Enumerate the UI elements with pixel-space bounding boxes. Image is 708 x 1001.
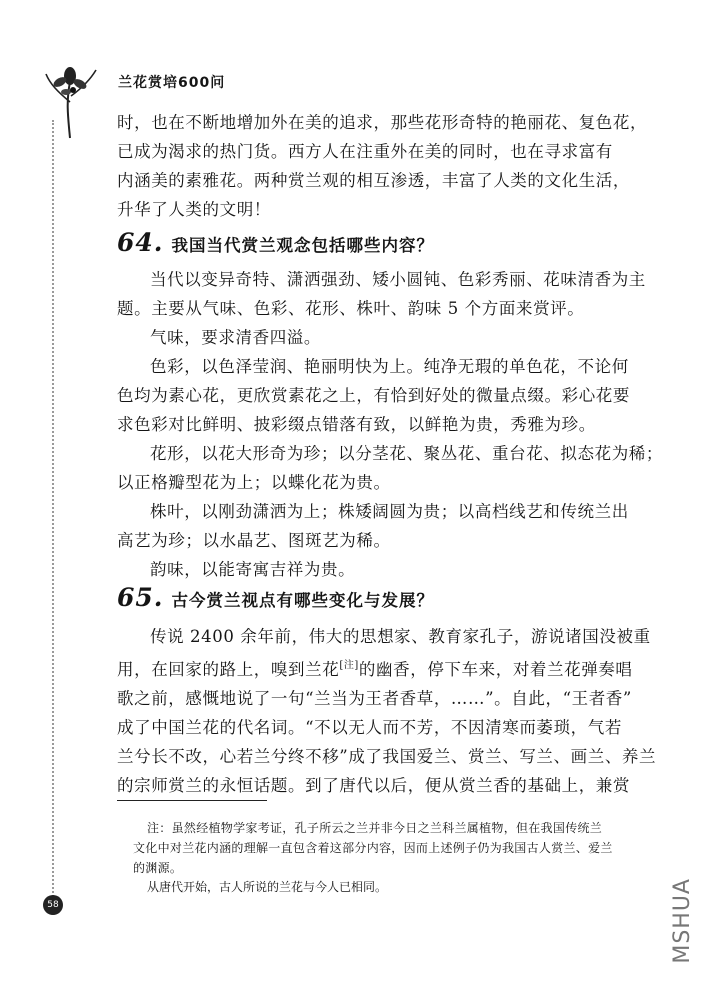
footnote <box>133 818 672 878</box>
watermark-text: MSHUA <box>670 878 695 964</box>
text-line: 求色彩对比鲜明、披彩缀点错落有致，以鲜艳为贵，秀雅为珍。 <box>117 415 596 434</box>
question-65-heading <box>117 583 677 612</box>
footnote-line: 文化中对兰花内涵的理解一直包含着这部分内容，因而上述例子仍为我国古人赏兰、爱兰 <box>133 841 613 855</box>
question-number: 64. <box>117 228 164 257</box>
footnote-line: 的渊源。 <box>133 861 183 875</box>
question-65-answer <box>117 622 677 800</box>
text-line: 的宗师赏兰的永恒话题。到了唐代以后，便从赏兰香的基础上，兼赏 <box>117 776 630 795</box>
question-title: 我国当代赏兰观念包括哪些内容？ <box>171 236 434 255</box>
running-header: 兰花赏培600问 <box>118 75 226 91</box>
question-title: 古今赏兰视点有哪些变化与发展？ <box>171 591 434 610</box>
text-line: 韵味，以能寄寓吉祥为贵。 <box>150 560 356 579</box>
margin-dotted-rule <box>52 120 54 900</box>
footnote-second: 从唐代开始，古人所说的兰花与今人已相同。 <box>147 880 388 894</box>
text-line: 时，也在不断地增加外在美的追求，那些花形奇特的艳丽花、复色花， <box>117 113 648 132</box>
text-line: 传说 2400 余年前，伟大的思想家、教育家孔子，游说诸国没被重 <box>150 627 651 646</box>
text-fragment: 的幽香，停下车来，对着兰花弹奏唱 <box>358 660 633 679</box>
footnote-line: 注：虽然经植物学家考证，孔子所云之兰并非今日之兰科兰属植物，但在我国传统兰 <box>147 821 603 835</box>
text-line: 花形，以花大形奇为珍；以分茎花、聚丛花、重台花、拟态花为稀； <box>150 444 663 463</box>
footnote-marker: [注] <box>339 660 359 671</box>
text-line: 气味，要求清香四溢。 <box>150 328 321 347</box>
text-line: 色均为素心花，更欣赏素花之上，有恰到好处的微量点缀。彩心花要 <box>117 386 630 405</box>
text-line: 成了中国兰花的代名词。“不以无人而不芳，不因清寒而萎琐，气若 <box>117 718 622 737</box>
text-line <box>117 651 677 684</box>
question-64-answer <box>117 265 677 584</box>
text-line: 色彩，以色泽莹润、艳丽明快为上。纯净无瑕的单色花，不论何 <box>150 357 629 376</box>
text-line: 当代以变异奇特、潇洒强劲、矮小圆钝、色彩秀丽、花味清香为主 <box>150 270 646 289</box>
text-line: 兰兮长不改，心若兰兮终不移”成了我国爱兰、赏兰、写兰、画兰、养兰 <box>117 747 657 766</box>
text-line: 歌之前，感慨地说了一句“兰当为王者香草，……”。自此，“王者香” <box>117 689 632 708</box>
question-number: 65. <box>117 583 164 612</box>
text-line: 已成为渴求的热门货。西方人在注重外在美的同时，也在寻求富有 <box>117 142 613 161</box>
text-fragment: 用，在回家的路上，嗅到兰花 <box>117 660 340 679</box>
orchid-icon <box>40 62 100 140</box>
page-number-badge: 58 <box>43 895 63 915</box>
intro-paragraph <box>117 108 677 224</box>
text-line: 题。主要从气味、色彩、花形、株叶、韵味 5 个方面来赏评。 <box>117 299 585 318</box>
text-line: 升华了人类的文明！ <box>117 200 271 219</box>
text-line: 以正格瓣型花为上；以蝶化花为贵。 <box>117 473 391 492</box>
text-line: 内涵美的素雅花。两种赏兰观的相互渗透，丰富了人类的文化生活， <box>117 171 630 190</box>
question-64-heading <box>117 228 677 257</box>
text-line: 株叶，以刚劲潇洒为上；株矮阔圆为贵；以高档线艺和传统兰出 <box>150 502 629 521</box>
text-line: 高艺为珍；以水晶艺、图斑艺为稀。 <box>117 531 391 550</box>
footnote-divider <box>117 800 267 801</box>
